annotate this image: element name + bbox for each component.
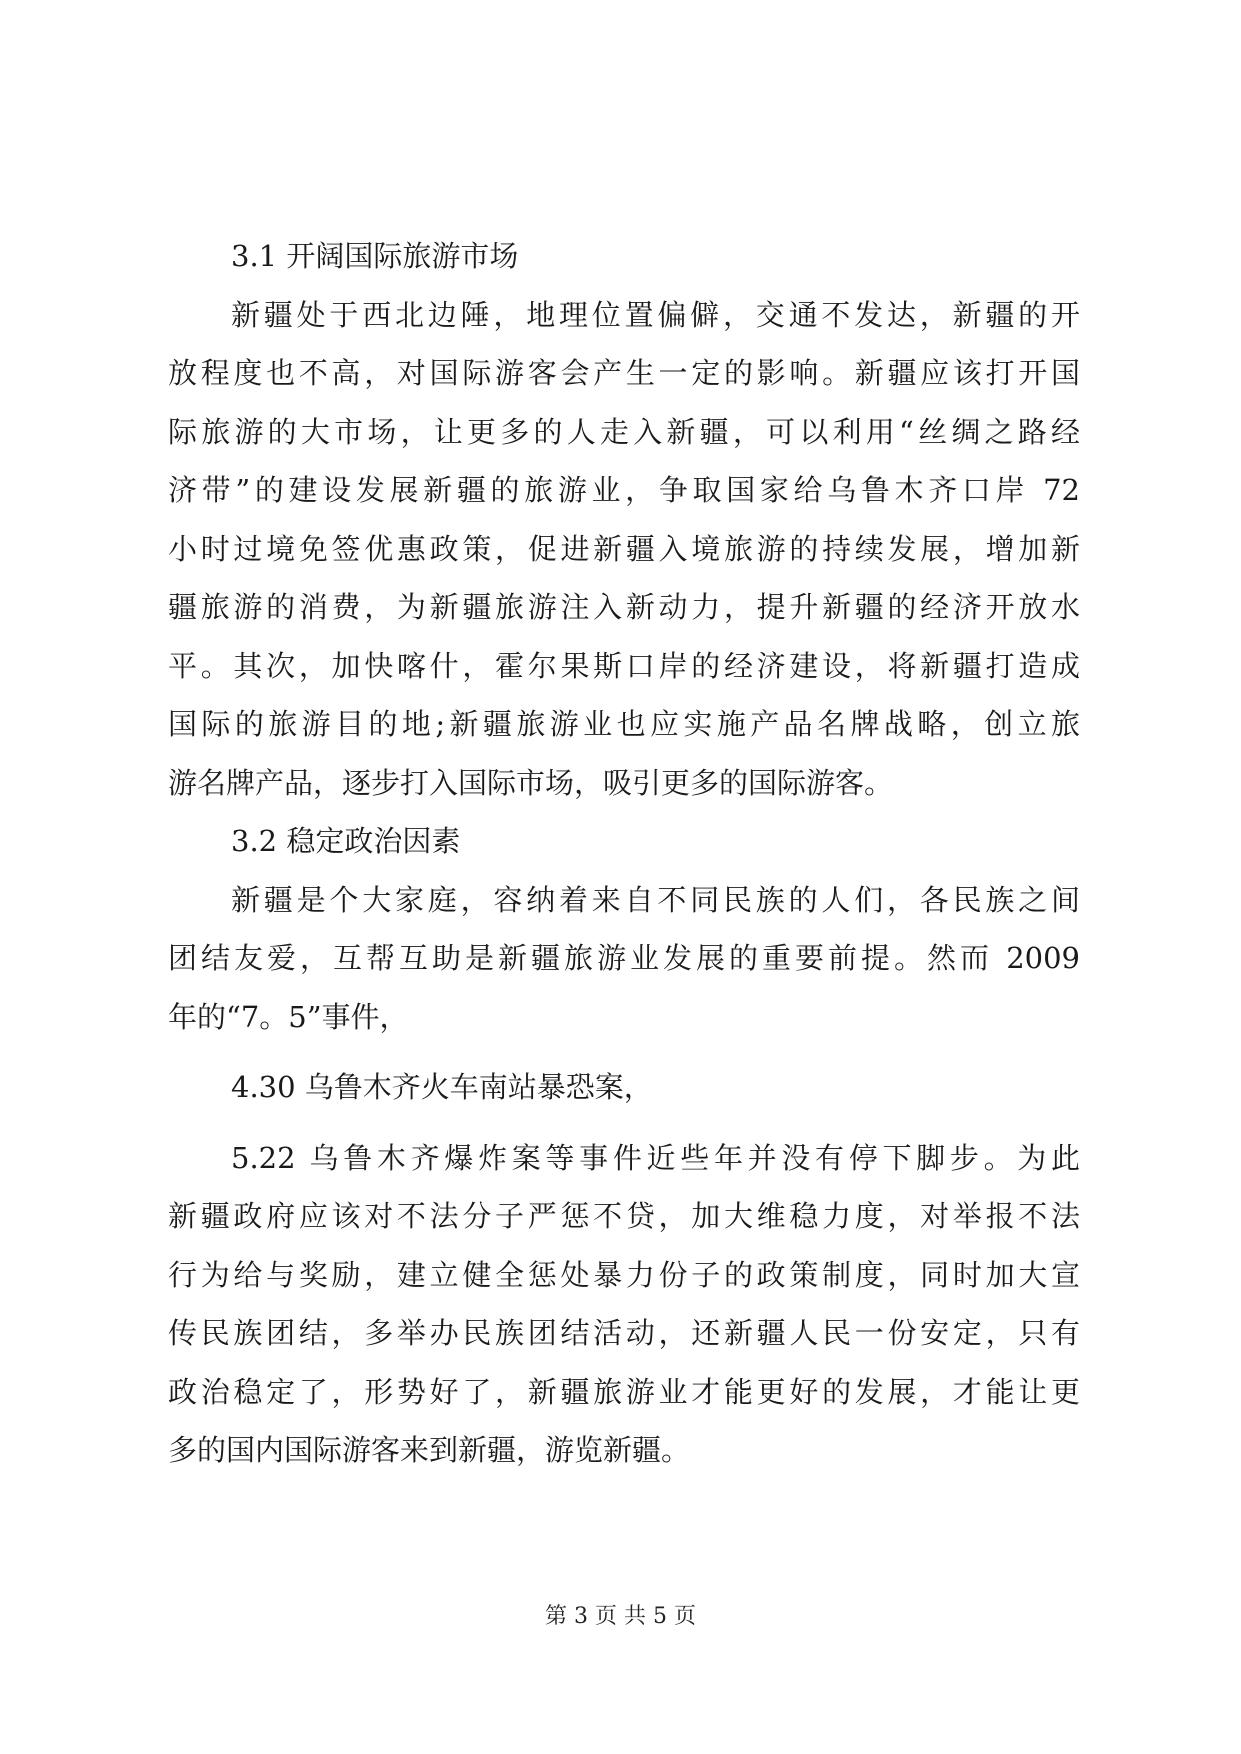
spacer bbox=[168, 1046, 1080, 1058]
paragraph-line: 年的“7。5”事件， bbox=[168, 999, 409, 1034]
paragraph-line: 行为给与奖励，建立健全惩处暴力份子的政策制度，同时加大宣 bbox=[168, 1257, 1080, 1292]
paragraph-line: 新疆处于西北边陲，地理位置偏僻，交通不发达，新疆的开 bbox=[231, 297, 1080, 332]
paragraph-line: 游名牌产品，逐步打入国际市场，吸引更多的国际游客。 bbox=[168, 765, 894, 800]
paragraph-line: 新疆是个大家庭，容纳着来自不同民族的人们，各民族之间 bbox=[231, 882, 1080, 917]
section-heading-3-2: 3.2 稳定政治因素 bbox=[231, 824, 461, 858]
paragraph-line: 济带”的建设发展新疆的旅游业，争取国家给乌鲁木齐口岸 72 bbox=[168, 473, 1080, 507]
paragraph-line: 5.22 乌鲁木齐爆炸案等事件近些年并没有停下脚步。为此 bbox=[231, 1140, 1080, 1175]
paragraph-line: 传民族团结，多举办民族团结活动，还新疆人民一份安定，只有 bbox=[168, 1316, 1080, 1350]
paragraph-line: 小时过境免签优惠政策，促进新疆入境旅游的持续发展，增加新 bbox=[168, 531, 1080, 566]
page-number-footer: 第 3 页 共 5 页 bbox=[545, 1604, 696, 1629]
paragraph-line: 政治稳定了，形势好了，新疆旅游业才能更好的发展，才能让更 bbox=[168, 1374, 1080, 1409]
paragraph-line: 际旅游的大市场，让更多的人走入新疆，可以利用“丝绸之路经 bbox=[168, 414, 1080, 449]
event-item-4-30: 4.30 乌鲁木齐火车南站暴恐案， bbox=[231, 1070, 653, 1104]
paragraph-line: 团结友爱，互帮互助是新疆旅游业发展的重要前提。然而 2009 bbox=[168, 941, 1080, 975]
paragraph-line: 平。其次，加快喀什，霍尔果斯口岸的经济建设，将新疆打造成 bbox=[168, 648, 1080, 683]
paragraph-line: 放程度也不高，对国际游客会产生一定的影响。新疆应该打开国 bbox=[168, 356, 1080, 390]
section-heading-3-1: 3.1 开阔国际旅游市场 bbox=[231, 239, 519, 273]
paragraph-line: 国际的旅游目的地;新疆旅游业也应实施产品名牌战略，创立旅 bbox=[168, 707, 1080, 741]
document-body bbox=[168, 227, 1080, 1480]
paragraph-line: 疆旅游的消费，为新疆旅游注入新动力，提升新疆的经济开放水 bbox=[168, 590, 1080, 624]
paragraph-line: 多的国内国际游客来到新疆，游览新疆。 bbox=[168, 1433, 691, 1467]
paragraph-line: 新疆政府应该对不法分子严惩不贷，加大维稳力度，对举报不法 bbox=[168, 1199, 1080, 1233]
spacer bbox=[168, 1117, 1080, 1129]
